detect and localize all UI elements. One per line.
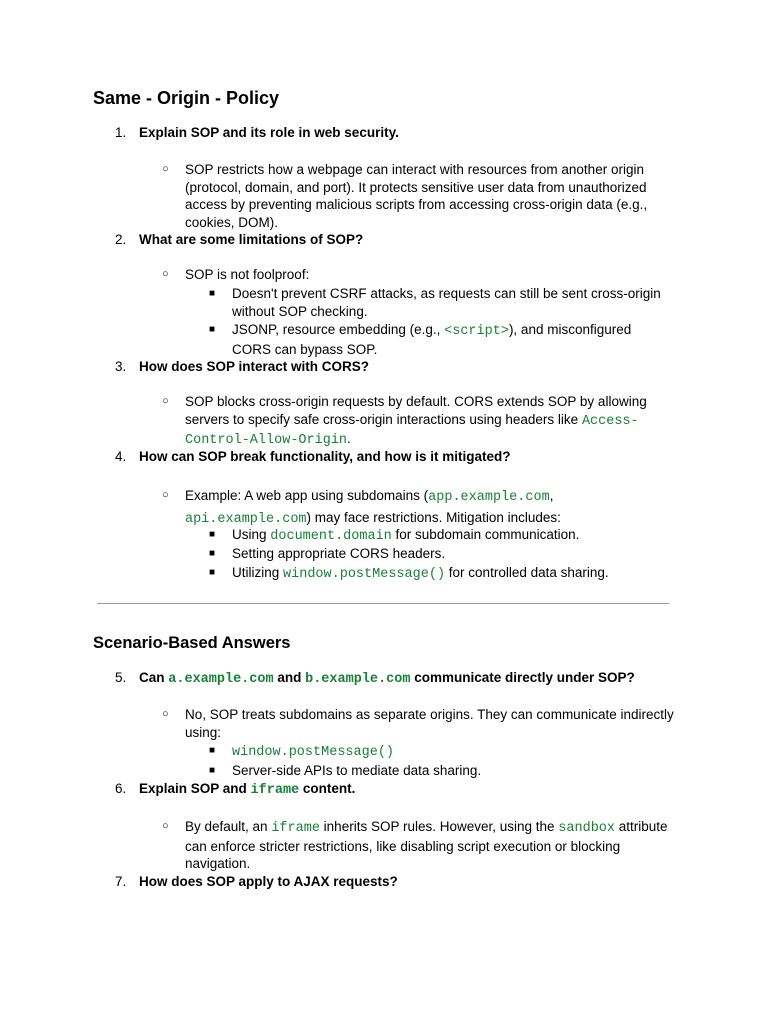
question-number: 7. <box>115 874 127 889</box>
text-segment: Utilizing <box>232 565 284 580</box>
square-bullet-icon: ■ <box>209 288 216 299</box>
question-4 <box>115 448 511 466</box>
text-segment: ) may face restrictions. Mitigation includes: <box>306 509 561 525</box>
answer-text: SOP restricts how a webpage can interact with resources from another origin (protocol, domain, and port). It protects sensitive user data from unauthorized access by preventing malicious scripts from accessing cross-origin data (e.g., cookies, DOM). <box>185 162 648 230</box>
question-number: 1. <box>115 125 127 140</box>
answer-6-bullet <box>162 818 675 873</box>
answer-2-subbullet-a <box>209 285 672 320</box>
inline-code: sandbox <box>558 821 616 836</box>
answer-text: Setting appropriate CORS headers. <box>232 546 446 561</box>
question-text: How does SOP apply to AJAX requests? <box>139 874 398 889</box>
circle-bullet-icon: ○ <box>162 820 169 832</box>
text-segment: JSONP, resource embedding (e.g., <box>232 322 445 337</box>
question-3 <box>115 358 369 376</box>
square-bullet-icon: ■ <box>209 529 216 540</box>
inline-code: iframe <box>250 783 300 798</box>
text-segment: Using <box>232 527 271 542</box>
answer-text: No, SOP treats subdomains as separate origins. They can communicate indirectly using: <box>185 707 674 740</box>
answer-text: Doesn't prevent CSRF attacks, as requests can still be sent cross-origin without SOP checking. <box>232 286 661 319</box>
answer-text: Server-side APIs to mediate data sharing. <box>232 763 482 778</box>
inline-code: Access-Control-Allow-Origin <box>185 413 639 448</box>
question-number: 3. <box>115 359 127 374</box>
circle-bullet-icon: ○ <box>162 395 169 407</box>
inline-code: app.example.com <box>428 490 550 505</box>
inline-code: a.example.com <box>168 672 274 687</box>
text-segment: inherits SOP rules. However, using the <box>319 819 559 834</box>
text-segment: and <box>273 670 306 685</box>
answer-3-bullet <box>162 393 675 450</box>
square-bullet-icon: ■ <box>209 567 216 578</box>
circle-bullet-icon: ○ <box>162 489 169 501</box>
answer-5-subbullet-a <box>209 742 672 762</box>
inline-code: document.domain <box>270 529 392 544</box>
question-5 <box>115 669 635 689</box>
answer-text: SOP is not foolproof: <box>185 267 310 282</box>
text-segment: for subdomain communication. <box>391 527 580 542</box>
text-segment: Can <box>139 670 169 685</box>
question-number: 4. <box>115 449 127 464</box>
question-number: 2. <box>115 232 127 247</box>
answer-4-subbullet-c <box>209 564 672 584</box>
answer-5-bullet <box>162 706 675 741</box>
circle-bullet-icon: ○ <box>162 708 169 720</box>
text-segment: SOP blocks cross-origin requests by default. CORS extends SOP by allowing servers to specify safe cross-origin interactions using headers like <box>185 394 647 427</box>
question-6 <box>115 780 355 800</box>
text-segment: for controlled data sharing. <box>445 565 609 580</box>
answer-1-bullet <box>162 161 675 231</box>
answer-5-subbullet-b <box>209 762 672 780</box>
circle-bullet-icon: ○ <box>162 268 169 280</box>
square-bullet-icon: ■ <box>209 765 216 776</box>
question-text: Explain SOP and its role in web security. <box>139 125 399 140</box>
question-text: How does SOP interact with CORS? <box>139 359 370 374</box>
answer-4-subbullet-b <box>209 545 672 563</box>
inline-code: iframe <box>271 821 320 836</box>
question-7 <box>115 873 398 891</box>
inline-code: b.example.com <box>305 672 411 687</box>
text-segment: . <box>347 431 351 446</box>
square-bullet-icon: ■ <box>209 745 216 756</box>
text-segment: ), and misconfigured CORS can bypass SOP. <box>232 322 632 357</box>
text-segment: , <box>549 488 554 503</box>
square-bullet-icon: ■ <box>209 324 216 335</box>
section-divider <box>97 603 669 604</box>
circle-bullet-icon: ○ <box>162 163 169 175</box>
text-segment: attribute can enforce stricter restrictions, like disabling script execution or blocking navigation. <box>185 819 668 871</box>
inline-code: <script> <box>444 324 509 339</box>
inline-code: window.postMessage() <box>283 567 446 582</box>
text-segment: communicate directly under SOP? <box>410 670 635 685</box>
question-number: 5. <box>115 670 127 685</box>
text-segment: content. <box>299 781 356 796</box>
answer-2-bullet <box>162 266 675 284</box>
inline-code: window.postMessage() <box>232 745 395 760</box>
square-bullet-icon: ■ <box>209 548 216 559</box>
text-segment: By default, an <box>185 819 272 834</box>
text-segment: Example: A web app using subdomains ( <box>185 488 429 503</box>
question-text: What are some limitations of SOP? <box>139 232 364 247</box>
text-segment: Explain SOP and <box>139 781 251 796</box>
section-title: Scenario-Based Answers <box>93 634 291 652</box>
question-text: How can SOP break functionality, and how is it mitigated? <box>139 449 511 464</box>
answer-2-subbullet-b <box>209 321 672 358</box>
question-2 <box>115 231 363 249</box>
page-title: Same - Origin - Policy <box>93 88 280 108</box>
question-1 <box>115 124 399 142</box>
question-number: 6. <box>115 781 127 796</box>
answer-4-subbullet-a <box>209 526 672 546</box>
inline-code: api.example.com <box>185 511 307 527</box>
answer-4-bullet <box>162 486 675 529</box>
